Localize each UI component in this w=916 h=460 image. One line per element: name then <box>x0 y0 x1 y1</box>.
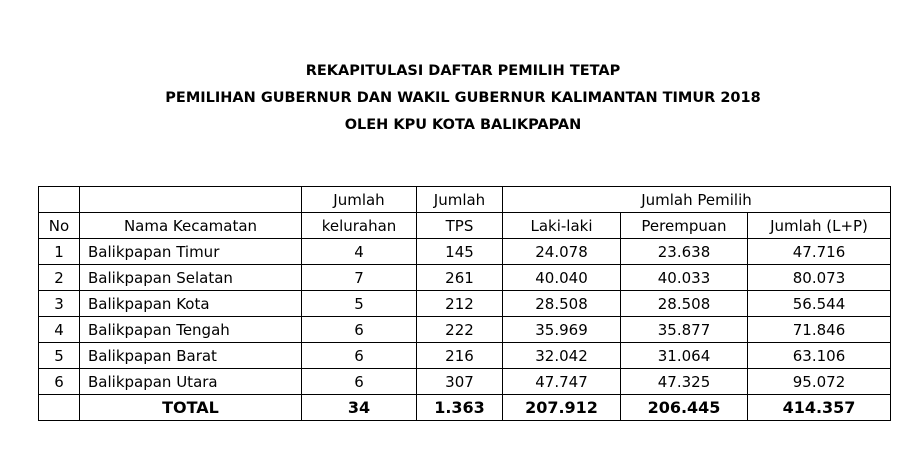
cell-no: 4 <box>39 317 80 343</box>
cell-perempuan: 23.638 <box>621 239 748 265</box>
header-laki: Laki-laki <box>503 213 621 239</box>
header-row-1 <box>39 187 891 213</box>
header-tps: TPS <box>417 213 503 239</box>
table-row <box>39 317 891 343</box>
cell-perempuan: 35.877 <box>621 317 748 343</box>
total-row <box>39 395 891 421</box>
header-perempuan: Perempuan <box>621 213 748 239</box>
document-title <box>0 58 916 139</box>
cell-jumlah: 71.846 <box>748 317 891 343</box>
cell-nama: Balikpapan Tengah <box>80 317 302 343</box>
cell-laki: 32.042 <box>503 343 621 369</box>
cell-no: 3 <box>39 291 80 317</box>
header-nama-top <box>80 187 302 213</box>
cell-laki: 24.078 <box>503 239 621 265</box>
cell-kelurahan: 6 <box>302 343 417 369</box>
cell-kelurahan: 6 <box>302 369 417 395</box>
cell-laki: 28.508 <box>503 291 621 317</box>
cell-nama: Balikpapan Kota <box>80 291 302 317</box>
title-line-2: PEMILIHAN GUBERNUR DAN WAKIL GUBERNUR KALIMANTAN TIMUR 2018 <box>165 90 761 106</box>
title-line-1: REKAPITULASI DAFTAR PEMILIH TETAP <box>305 63 621 79</box>
table-row <box>39 369 891 395</box>
cell-no: 2 <box>39 265 80 291</box>
cell-kelurahan: 6 <box>302 317 417 343</box>
cell-jumlah: 95.072 <box>748 369 891 395</box>
header-kelurahan: kelurahan <box>302 213 417 239</box>
cell-no: 1 <box>39 239 80 265</box>
cell-perempuan: 40.033 <box>621 265 748 291</box>
cell-jumlah: 80.073 <box>748 265 891 291</box>
total-no-cell <box>39 395 80 421</box>
cell-tps: 307 <box>417 369 503 395</box>
header-tps-top: Jumlah <box>417 187 503 213</box>
total-kelurahan: 34 <box>302 395 417 421</box>
cell-perempuan: 28.508 <box>621 291 748 317</box>
header-nama: Nama Kecamatan <box>80 213 302 239</box>
total-laki: 207.912 <box>503 395 621 421</box>
cell-nama: Balikpapan Barat <box>80 343 302 369</box>
table-row <box>39 239 891 265</box>
header-no: No <box>39 213 80 239</box>
cell-no: 5 <box>39 343 80 369</box>
total-label: TOTAL <box>80 395 302 421</box>
total-perempuan: 206.445 <box>621 395 748 421</box>
cell-kelurahan: 4 <box>302 239 417 265</box>
cell-jumlah: 47.716 <box>748 239 891 265</box>
cell-perempuan: 47.325 <box>621 369 748 395</box>
cell-kelurahan: 5 <box>302 291 417 317</box>
cell-jumlah: 63.106 <box>748 343 891 369</box>
total-tps: 1.363 <box>417 395 503 421</box>
table-row <box>39 291 891 317</box>
cell-laki: 40.040 <box>503 265 621 291</box>
cell-tps: 145 <box>417 239 503 265</box>
cell-jumlah: 56.544 <box>748 291 891 317</box>
cell-tps: 212 <box>417 291 503 317</box>
cell-nama: Balikpapan Utara <box>80 369 302 395</box>
table-row <box>39 343 891 369</box>
total-jumlah: 414.357 <box>748 395 891 421</box>
title-line-3: OLEH KPU KOTA BALIKPAPAN <box>344 117 582 133</box>
cell-tps: 216 <box>417 343 503 369</box>
cell-laki: 47.747 <box>503 369 621 395</box>
cell-nama: Balikpapan Selatan <box>80 265 302 291</box>
cell-no: 6 <box>39 369 80 395</box>
header-jumlah: Jumlah (L+P) <box>748 213 891 239</box>
header-pemilih-group: Jumlah Pemilih <box>503 187 891 213</box>
cell-tps: 261 <box>417 265 503 291</box>
header-no-top <box>39 187 80 213</box>
header-row-2 <box>39 213 891 239</box>
cell-nama: Balikpapan Timur <box>80 239 302 265</box>
header-kelurahan-top: Jumlah <box>302 187 417 213</box>
cell-tps: 222 <box>417 317 503 343</box>
cell-kelurahan: 7 <box>302 265 417 291</box>
voter-recap-table <box>38 186 891 421</box>
table-row <box>39 265 891 291</box>
cell-perempuan: 31.064 <box>621 343 748 369</box>
cell-laki: 35.969 <box>503 317 621 343</box>
